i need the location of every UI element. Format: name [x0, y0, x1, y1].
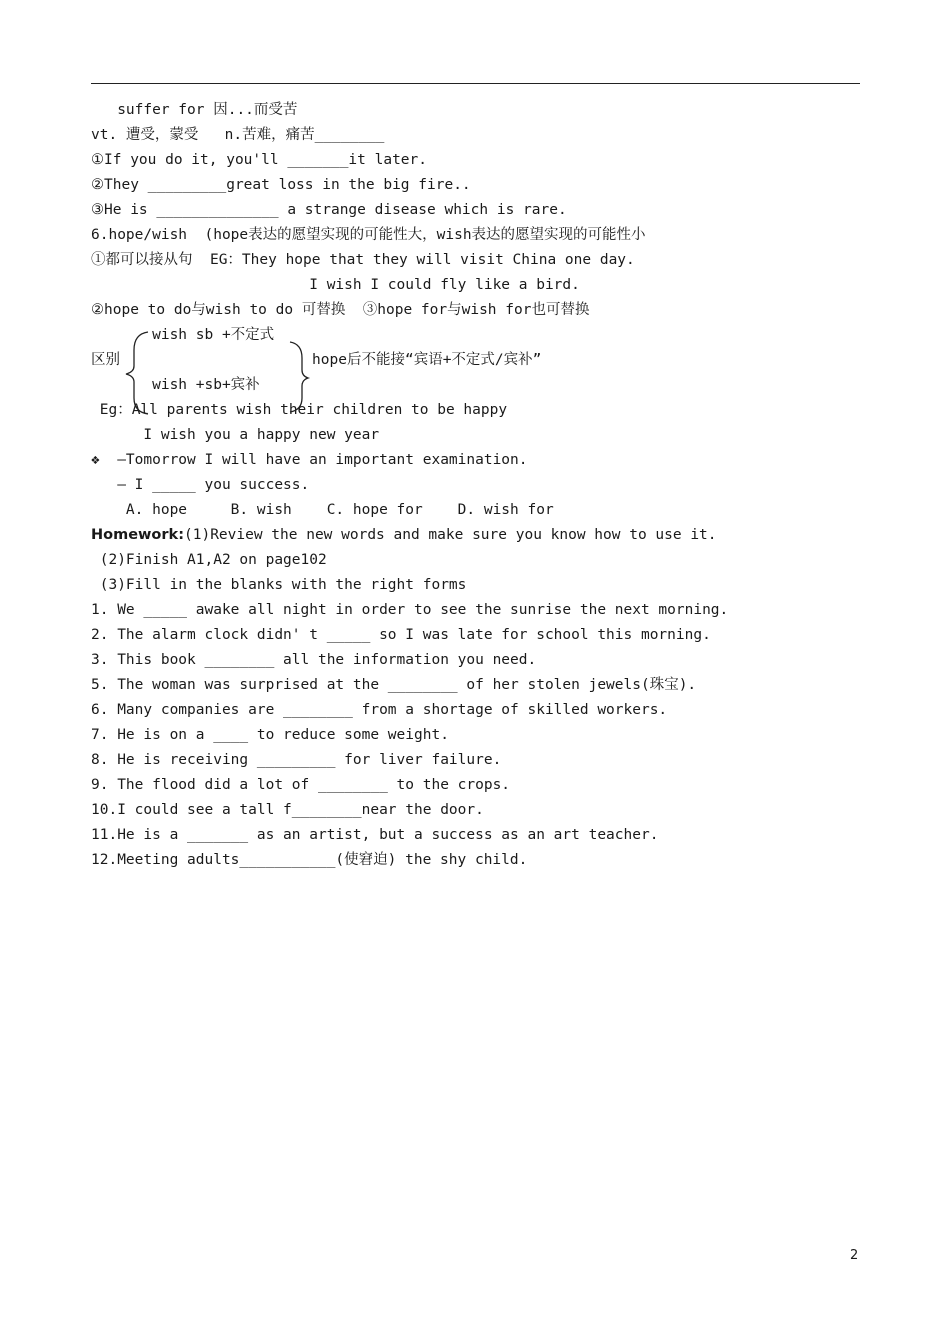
text-line: ❖ —Tomorrow I will have an important examination. [91, 452, 528, 468]
text-line: A. hope B. wish C. hope for D. wish for [91, 502, 554, 518]
grouping-braces [124, 328, 314, 418]
text-line: 6. Many companies are ________ from a shortage of skilled workers. [91, 702, 668, 718]
text-line: wish sb +不定式 [91, 327, 275, 343]
text-line: 8. He is receiving _________ for liver failure. [91, 752, 502, 768]
text-line: 12.Meeting adults___________(使窘迫) the shy child. [91, 852, 528, 868]
header-rule [91, 83, 860, 84]
text-line: ①都可以接从句 EG：They hope that they will visit China one day. [91, 252, 635, 268]
homework-line [91, 525, 717, 545]
text-line: ③He is ______________ a strange disease which is rare. [91, 202, 567, 218]
text-line: ②hope to do与wish to do 可替换 ③hope for与wish for也可替换 [91, 302, 590, 318]
text-line: ②They _________great loss in the big fire.. [91, 177, 471, 193]
text-line: I wish I could fly like a bird. [91, 277, 580, 293]
text-line: 区别 hope后不能接“宾语+不定式/宾补” [91, 352, 542, 368]
text-line: 2. The alarm clock didn' t _____ so I was late for school this morning. [91, 627, 711, 643]
text-line: 1. We _____ awake all night in order to see the sunrise the next morning. [91, 602, 729, 618]
text-line: ①If you do it, you'll _______it later. [91, 152, 427, 168]
text-line: suffer for 因...而受苦 [91, 102, 298, 118]
text-line: 3. This book ________ all the information you need. [91, 652, 537, 668]
text-line: 9. The flood did a lot of ________ to the crops. [91, 777, 511, 793]
text-line: 7. He is on a ____ to reduce some weight. [91, 727, 449, 743]
text-line: 11.He is a _______ as an artist, but a success as an art teacher. [91, 827, 659, 843]
text-line: Eg：All parents wish their children to be happy [91, 402, 508, 418]
page-number: 2 [850, 1248, 859, 1263]
text-line: wish +sb+宾补 [91, 377, 260, 393]
homework-label: Homework: [91, 527, 184, 543]
text-line: vt. 遭受，蒙受 n.苦难，痛苦________ [91, 127, 385, 143]
text-line: 5. The woman was surprised at the ________ of her stolen jewels(珠宝). [91, 677, 697, 693]
homework-first: (1)Review the new words and make sure you know how to use it. [184, 527, 717, 543]
text-line: I wish you a happy new year [91, 427, 380, 443]
text-line: — I _____ you success. [91, 477, 310, 493]
text-line: 6.hope/wish (hope表达的愿望实现的可能性大，wish表达的愿望实现的可能性小 [91, 227, 646, 243]
text-line: (3)Fill in the blanks with the right forms [91, 577, 467, 593]
text-line: (2)Finish A1,A2 on page102 [91, 552, 327, 568]
text-line: 10.I could see a tall f________near the door. [91, 802, 484, 818]
